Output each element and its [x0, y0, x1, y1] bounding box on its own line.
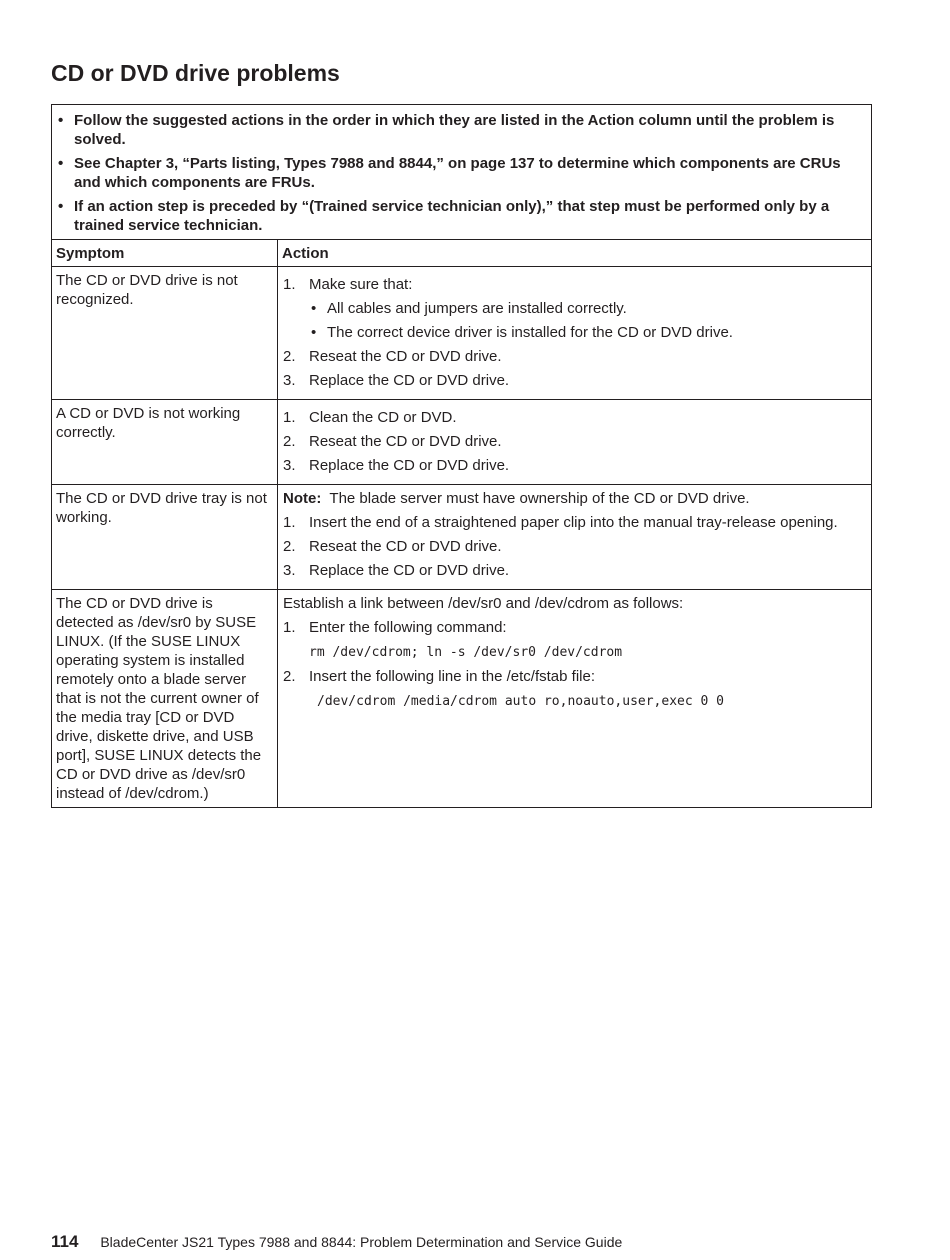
step-number: 1. — [283, 619, 296, 636]
symptom-cell: The CD or DVD drive is detected as /dev/sr0 by SUSE LINUX. (If the SUSE LINUX operating system is installed remotely onto a blade server that is not the current owner of the media tray [CD or DVD drive, diskette drive, and USB port], SUSE LINUX detects the CD or DVD drive as /dev/sr0 instead of /dev/cdrom.) — [52, 590, 278, 808]
action-step — [283, 618, 863, 662]
action-cell — [278, 267, 872, 400]
symptom-cell: The CD or DVD drive is not recognized. — [52, 267, 278, 400]
bullet-icon: • — [311, 324, 317, 341]
step-text: Replace the CD or DVD drive. — [309, 457, 510, 474]
step-text: Reseat the CD or DVD drive. — [309, 538, 502, 555]
bullet-icon: • — [58, 155, 64, 172]
note-text: Follow the suggested actions in the order in which they are listed in the Action column until the problem is solved. — [74, 112, 835, 148]
step-number: 1. — [283, 276, 296, 293]
action-step — [283, 537, 863, 556]
action-cell — [278, 485, 872, 590]
step-number: 2. — [283, 538, 296, 555]
note-text: If an action step is preceded by “(Trained service technician only),” that step must be performed only by a trained service technician. — [74, 198, 830, 234]
sub-item — [309, 299, 863, 318]
step-number: 3. — [283, 457, 296, 474]
step-number: 1. — [283, 409, 296, 426]
note-item — [56, 154, 863, 192]
problem-table — [51, 104, 872, 808]
action-step — [283, 667, 863, 711]
sub-item-text: All cables and jumpers are installed correctly. — [327, 300, 627, 317]
action-step — [283, 561, 863, 580]
note-item — [56, 111, 863, 149]
step-number: 2. — [283, 433, 296, 450]
table-row — [52, 590, 872, 808]
step-number: 3. — [283, 562, 296, 579]
step-number: 2. — [283, 668, 296, 685]
table-row — [52, 485, 872, 590]
symptom-header: Symptom — [52, 240, 278, 267]
action-step — [283, 408, 863, 427]
action-step — [283, 456, 863, 475]
table-row — [52, 267, 872, 400]
step-text: Make sure that: — [309, 276, 413, 293]
action-header: Action — [278, 240, 872, 267]
command-code: rm /dev/cdrom; ln -s /dev/sr0 /dev/cdrom — [309, 645, 623, 660]
note-text: See Chapter 3, “Parts listing, Types 7988 and 8844,” on page 137 to determine which components are CRUs and which components are FRUs. — [74, 155, 841, 191]
step-text: Enter the following command: — [309, 619, 507, 636]
notes-row — [52, 105, 872, 240]
step-number: 2. — [283, 348, 296, 365]
fstab-code: /dev/cdrom /media/cdrom auto ro,noauto,user,exec 0 0 — [317, 694, 724, 709]
note-label: Note: — [283, 490, 322, 507]
symptom-cell: The CD or DVD drive tray is not working. — [52, 485, 278, 590]
footer-text: BladeCenter JS21 Types 7988 and 8844: Problem Determination and Service Guide — [100, 1234, 623, 1250]
page-footer — [51, 1232, 622, 1252]
bullet-icon: • — [58, 112, 64, 129]
step-text: Replace the CD or DVD drive. — [309, 372, 510, 389]
step-text: Clean the CD or DVD. — [309, 409, 457, 426]
action-step — [283, 347, 863, 366]
step-text: Insert the following line in the /etc/fstab file: — [309, 668, 595, 685]
action-step — [283, 371, 863, 390]
page-title: CD or DVD drive problems — [51, 60, 340, 86]
bullet-icon: • — [58, 198, 64, 215]
header-row — [52, 240, 872, 267]
note-line — [283, 489, 863, 508]
step-number: 1. — [283, 514, 296, 531]
table-row — [52, 400, 872, 485]
step-number: 3. — [283, 372, 296, 389]
step-text: Reseat the CD or DVD drive. — [309, 348, 502, 365]
symptom-cell: A CD or DVD is not working correctly. — [52, 400, 278, 485]
notes-list — [56, 111, 863, 235]
intro-text: Establish a link between /dev/sr0 and /dev/cdrom as follows: — [283, 595, 684, 612]
action-step — [283, 513, 863, 532]
note-text: The blade server must have ownership of the CD or DVD drive. — [329, 490, 750, 507]
action-cell — [278, 400, 872, 485]
sub-item-text: The correct device driver is installed for the CD or DVD drive. — [327, 324, 733, 341]
notes-cell — [52, 105, 872, 240]
bullet-icon: • — [311, 300, 317, 317]
action-cell — [278, 590, 872, 808]
action-step — [283, 432, 863, 451]
action-step — [283, 275, 863, 342]
page-number: 114 — [51, 1232, 79, 1251]
note-item — [56, 197, 863, 235]
sub-item — [309, 323, 863, 342]
step-text: Insert the end of a straightened paper clip into the manual tray-release opening. — [309, 514, 838, 531]
step-text: Reseat the CD or DVD drive. — [309, 433, 502, 450]
step-text: Replace the CD or DVD drive. — [309, 562, 510, 579]
